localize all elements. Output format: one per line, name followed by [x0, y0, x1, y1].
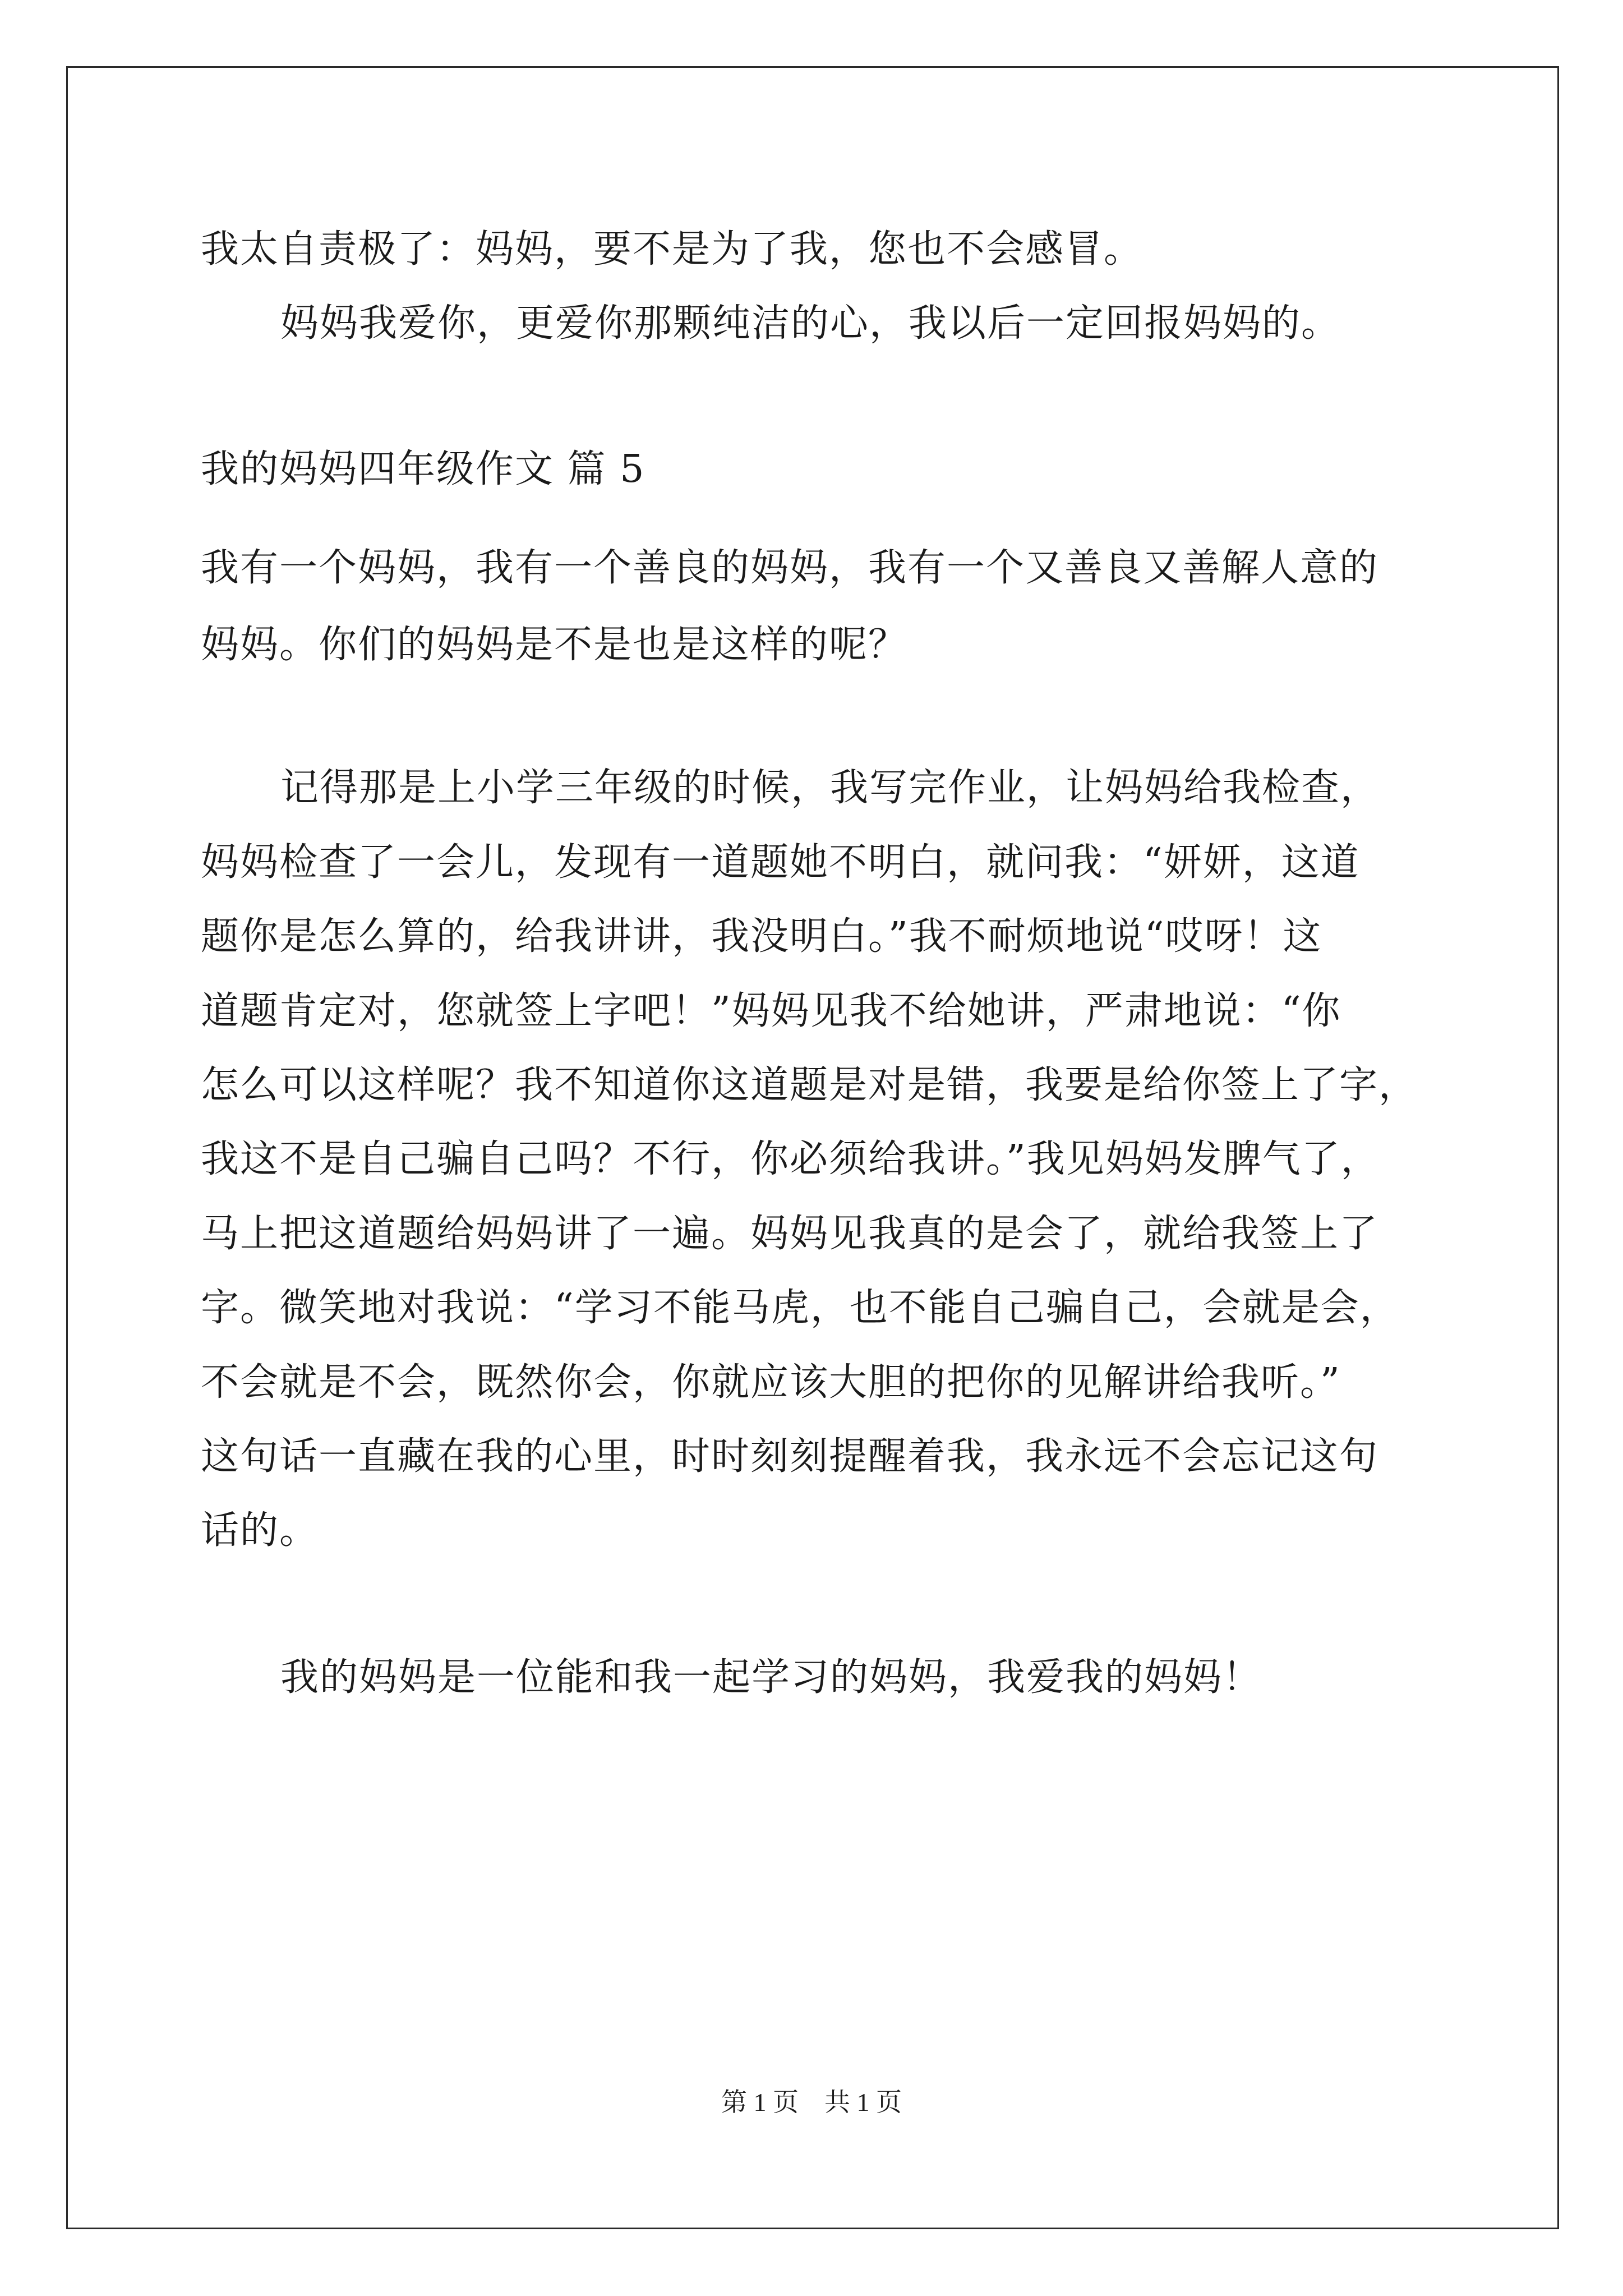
- paragraph-line: 这句话一直藏在我的心里，时时刻刻提醒着我，我永远不会忘记这句: [201, 1434, 1379, 1479]
- paragraph-line: 我的妈妈是一位能和我一起学习的妈妈，我爱我的妈妈！: [280, 1655, 1262, 1700]
- paragraph-line: 妈妈。你们的妈妈是不是也是这样的呢？: [201, 623, 908, 667]
- section-heading: 我的妈妈四年级作文 篇 5: [201, 447, 645, 491]
- paragraph-line: 题你是怎么算的，给我讲讲，我没明白。”我不耐烦地说“哎呀！这: [201, 914, 1322, 959]
- paragraph-line: 不会就是不会，既然你会，你就应该大胆的把你的见解讲给我听。”: [201, 1360, 1341, 1405]
- paragraph-line: 道题肯定对，您就签上字吧！”妈妈见我不给她讲，严肃地说：“你: [201, 989, 1341, 1033]
- paragraph-line: 我这不是自己骗自己吗？不行，你必须给我讲。”我见妈妈发脾气了，: [201, 1137, 1380, 1181]
- paragraph-line: 马上把这道题给妈妈讲了一遍。妈妈见我真的是会了，就给我签上了: [201, 1212, 1379, 1256]
- paragraph-line: 记得那是上小学三年级的时候，我写完作业，让妈妈给我检查，: [280, 766, 1380, 810]
- paragraph-line: 我太自责极了：妈妈，要不是为了我，您也不会感冒。: [201, 227, 1144, 272]
- paragraph-line: 我有一个妈妈，我有一个善良的妈妈，我有一个又善良又善解人意的: [201, 546, 1379, 590]
- paragraph-line: 字。微笑地对我说：“学习不能马虎，也不能自己骗自己，会就是会，: [201, 1286, 1399, 1330]
- paragraph-line: 话的。: [201, 1508, 319, 1553]
- page-number: 第 1 页 共 1 页: [721, 2088, 902, 2116]
- paragraph-line: 妈妈检查了一会儿，发现有一道题她不明白，就问我：“妍妍，这道: [201, 840, 1360, 885]
- paragraph-line: 怎么可以这样呢？我不知道你这道题是对是错，我要是给你签上了字，: [201, 1063, 1418, 1107]
- paragraph-line: 妈妈我爱你，更爱你那颗纯洁的心，我以后一定回报妈妈的。: [280, 301, 1341, 346]
